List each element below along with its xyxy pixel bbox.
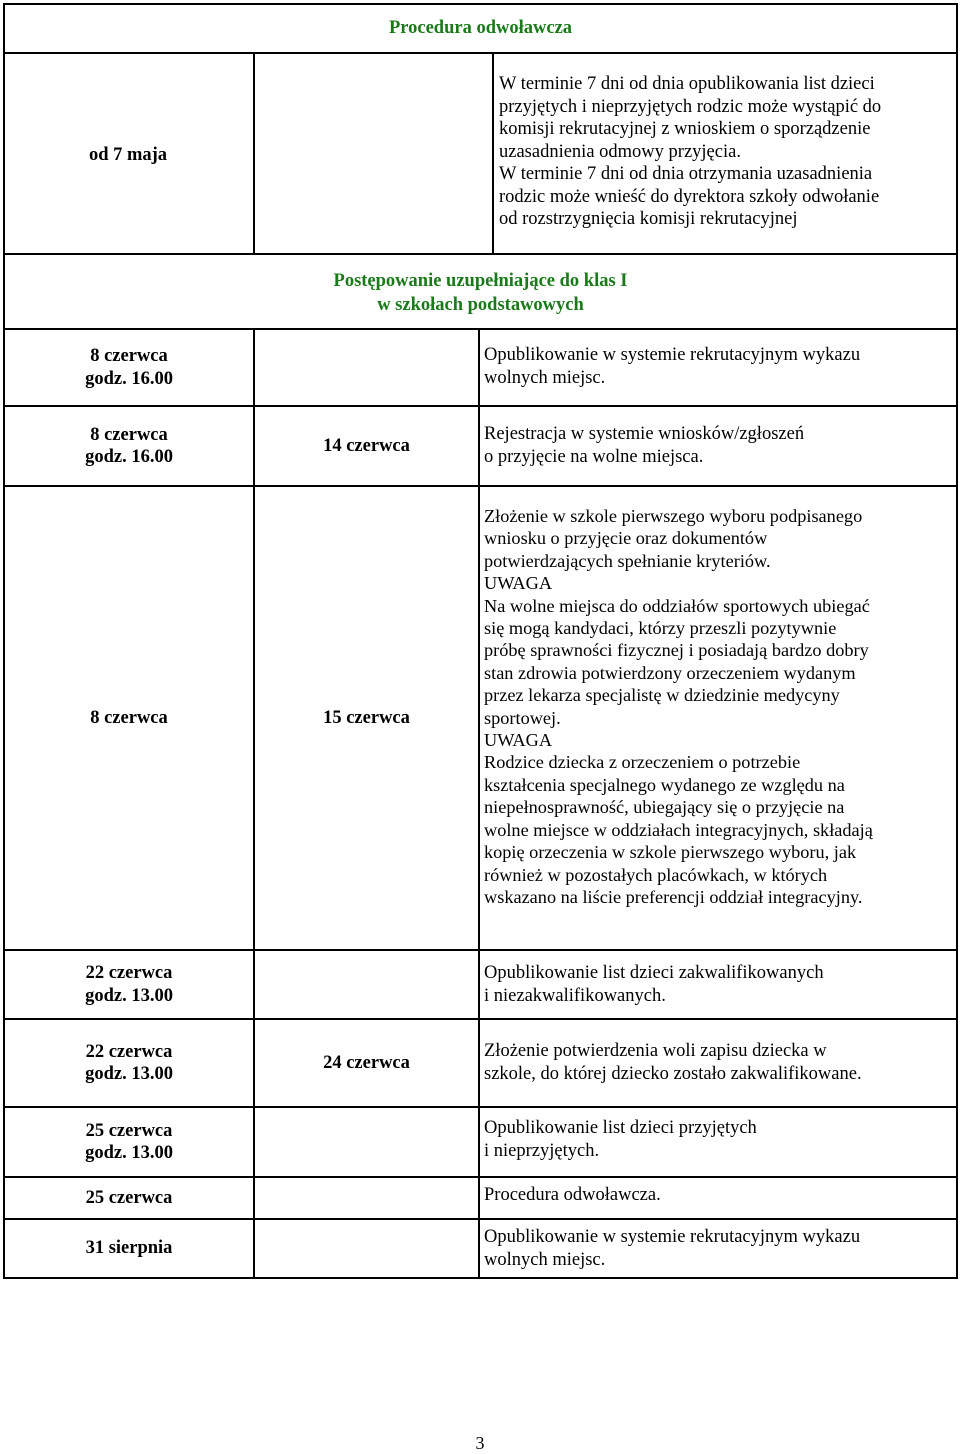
text-line: uzasadnienia odmowy przyjęcia. bbox=[499, 141, 741, 162]
text-line: Opublikowanie list dzieci przyjętych bbox=[484, 1118, 757, 1138]
text-line: kopię orzeczenia w szkole pierwszego wyboru, jak bbox=[484, 842, 857, 863]
text-line: Na wolne miejsca do oddziałów sportowych ubiegać bbox=[484, 595, 870, 616]
end-date-label: 24 czerwca bbox=[323, 1052, 410, 1073]
text-line: wolne miejsce w oddziałach integracyjnych, składają bbox=[484, 819, 873, 840]
table-row-start-date bbox=[5, 1020, 253, 1106]
table-row-description bbox=[484, 505, 956, 908]
table-row-description bbox=[484, 1117, 954, 1162]
text-line: 8 czerwca bbox=[90, 424, 168, 445]
text-line: 8 czerwca bbox=[90, 346, 168, 366]
table-row-description bbox=[484, 1184, 954, 1207]
appeal-header-title: Procedura odwoławcza bbox=[388, 18, 573, 38]
text-line: UWAGA bbox=[484, 573, 553, 594]
start-date-label: 25 czerwca bbox=[85, 1187, 173, 1208]
text-line: i nieprzyjętych. bbox=[484, 1140, 600, 1161]
text-line: Rejestracja w systemie wniosków/zgłoszeń bbox=[484, 424, 805, 444]
text-line: godz. 13.00 bbox=[85, 1064, 173, 1084]
text-line: stan zdrowia potwierdzony orzeczeniem wydanym bbox=[484, 662, 856, 683]
end-date-label: 15 czerwca bbox=[323, 707, 410, 728]
text-line: godz. 16.00 bbox=[85, 447, 173, 467]
table-row-start-date bbox=[5, 330, 253, 405]
table-row-end-date bbox=[255, 1020, 478, 1106]
text-line: W terminie 7 dni od dnia opublikowania list dzieci bbox=[499, 74, 875, 94]
table-row-start-date bbox=[5, 407, 253, 485]
text-line: Złożenie potwierdzenia woli zapisu dziecka w bbox=[484, 1041, 827, 1061]
table-row-description bbox=[484, 1040, 956, 1085]
text-line: wolnych miejsc. bbox=[484, 367, 606, 388]
text-line: Złożenie w szkole pierwszego wyboru podpisanego bbox=[484, 506, 863, 526]
text-line: godz. 13.00 bbox=[85, 985, 173, 1006]
table-row-end-date bbox=[255, 487, 478, 949]
text-line: przyjętych i nieprzyjętych rodzic może wystąpić do bbox=[499, 96, 882, 117]
table-row-end-date bbox=[255, 407, 478, 485]
start-date-label: 31 sierpnia bbox=[85, 1238, 173, 1258]
start-date-label: 8 czerwca bbox=[90, 707, 168, 728]
text-line: również w pozostałych placówkach, w których bbox=[484, 864, 828, 885]
text-line: o przyjęcie na wolne miejsca. bbox=[484, 446, 704, 467]
text-line: Procedura odwoławcza. bbox=[484, 1185, 661, 1205]
text-line: niepełnosprawność, ubiegający się o przyjęcie na bbox=[484, 797, 845, 818]
text-line: 25 czerwca bbox=[85, 1120, 173, 1141]
text-line: Rodzice dziecka z orzeczeniem o potrzebie bbox=[484, 752, 801, 773]
text-line: 22 czerwca bbox=[85, 963, 173, 983]
text-line: UWAGA bbox=[484, 730, 553, 751]
text-line: wniosku o przyjęcie oraz dokumentów bbox=[484, 528, 768, 549]
end-date-label: 14 czerwca bbox=[323, 435, 410, 456]
text-line: godz. 16.00 bbox=[85, 368, 173, 389]
text-line: przez lekarza specjalistę w dziedzinie medycyny bbox=[484, 685, 840, 706]
table-row-description bbox=[484, 423, 954, 468]
text-line: Opublikowanie w systemie rekrutacyjnym wykazu bbox=[484, 1227, 861, 1247]
appeal-divider-2 bbox=[492, 52, 494, 255]
text-line: i niezakwalifikowanych. bbox=[484, 985, 666, 1006]
appeal-description bbox=[499, 73, 954, 231]
text-line: wskazano na liście preferencji oddział integracyjny. bbox=[484, 886, 863, 907]
text-line: potwierdzających spełnianie kryteriów. bbox=[484, 550, 771, 571]
text-line: szkole, do której dziecko zostało zakwalifikowane. bbox=[484, 1063, 862, 1084]
text-line: Opublikowanie w systemie rekrutacyjnym wykazu bbox=[484, 345, 861, 365]
table-row-description bbox=[484, 962, 954, 1007]
text-line: próbę sprawności fizycznej i posiadają bardzo dobry bbox=[484, 640, 869, 661]
text-line: 22 czerwca bbox=[85, 1041, 173, 1062]
appeal-start-date: od 7 maja bbox=[88, 145, 168, 165]
page-number: 3 bbox=[475, 1433, 485, 1453]
text-line: kształcenia specjalnego wydanego ze względu na bbox=[484, 774, 845, 795]
table-row-start-date bbox=[5, 487, 253, 949]
text-line: rodzic może wnieść do dyrektora szkoły odwołanie bbox=[499, 186, 880, 207]
supplementary-header-line2: w szkołach podstawowych bbox=[377, 295, 584, 315]
text-line: godz. 13.00 bbox=[85, 1143, 173, 1163]
table-row-description bbox=[484, 344, 954, 389]
supplementary-header-line1: Postępowanie uzupełniające do klas I bbox=[333, 271, 628, 291]
table-row-description bbox=[484, 1226, 954, 1271]
text-line: W terminie 7 dni od dnia otrzymania uzasadnienia bbox=[499, 164, 873, 184]
table-row-start-date bbox=[5, 951, 253, 1018]
table-row-start-date bbox=[5, 1108, 253, 1176]
schedule-divider-2 bbox=[478, 328, 480, 1279]
text-line: Opublikowanie list dzieci zakwalifikowanych bbox=[484, 963, 824, 983]
text-line: od rozstrzygnięcia komisji rekrutacyjnej bbox=[499, 209, 798, 229]
text-line: wolnych miejsc. bbox=[484, 1249, 606, 1270]
text-line: się mogą kandydaci, którzy przeszli pozytywnie bbox=[484, 618, 837, 639]
table-row-start-date bbox=[5, 1178, 253, 1218]
appeal-header-divider bbox=[3, 52, 958, 54]
supplementary-header bbox=[3, 255, 958, 330]
text-line: komisji rekrutacyjnej z wnioskiem o sporządzenie bbox=[499, 119, 871, 139]
appeal-divider-1 bbox=[253, 52, 255, 255]
text-line: sportowej. bbox=[484, 707, 561, 728]
table-row-start-date bbox=[5, 1220, 253, 1277]
